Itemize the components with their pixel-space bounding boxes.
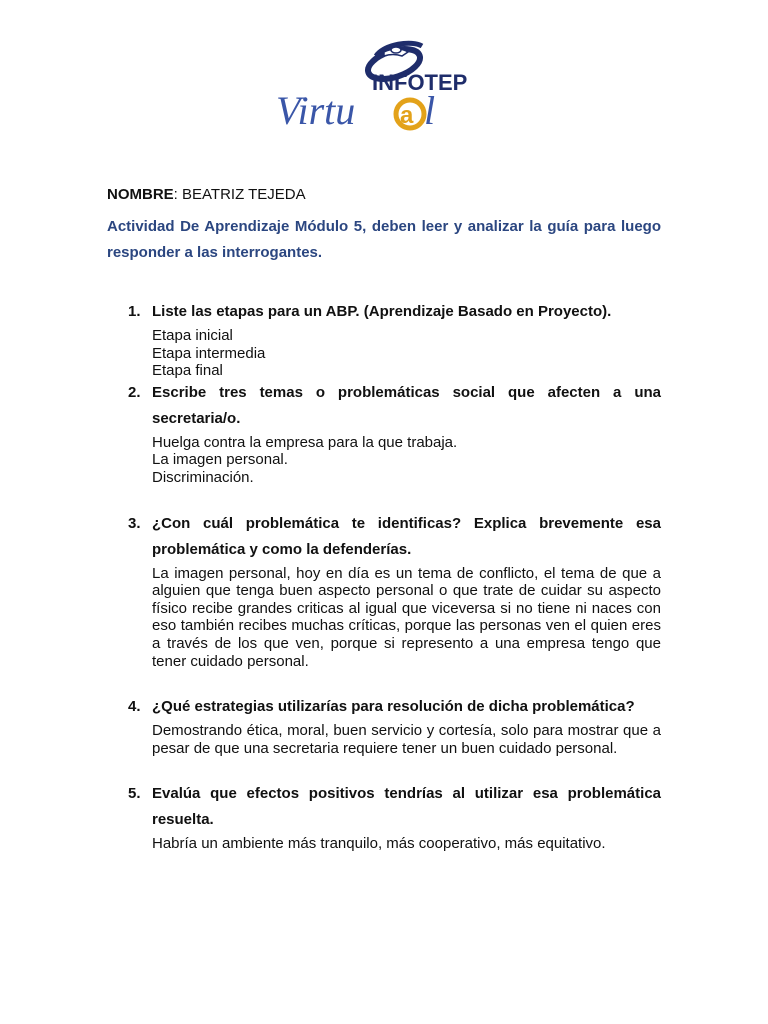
answer-line: Discriminación. [152,468,254,486]
answer-line: Etapa inicial [152,327,233,344]
logo-script-text: Virtu [276,88,356,133]
svg-text:a: a [400,102,414,129]
name-separator: : [173,186,183,203]
question-3 [107,511,661,671]
questions-list [107,299,661,853]
activity-intro: Actividad De Aprendizaje Módulo 5, deben leer y analizar la guía para luego responder a las interrogantes. [107,218,661,261]
student-name-line [107,185,661,205]
answer-line: La imagen personal. [152,451,288,469]
answer-paragraph: Demostrando ética, moral, buen servicio y cortesía, solo para mostrar que a pesar de que una secretaria requiere tener un buen cuidado personal. [152,722,661,757]
logo-brand-text: INFOTEP [372,70,468,95]
question-5 [107,781,661,853]
question-text: ¿Qué estrategias utilizarías para resolución de dicha problemática? [152,698,635,716]
answer-paragraph: La imagen personal, hoy en día es un tema de conflicto, el tema de que a alguien que tenga buen aspecto personal o que trate de cuidar su aspecto físico recibe grandes criticas al igual que viceversa si no tiene ni naces con eso también recibes muchas críticas, porque las personas ven el quien eres a través de los que ven, porque si represento a una empresa tengo que tener cuidado personal. [152,564,661,670]
svg-text:l: l [424,88,436,133]
question-number: 5. [128,785,141,803]
question-number: 4. [128,698,141,716]
infotep-virtual-logo [272,38,468,134]
student-name: BEATRIZ TEJEDA [182,186,306,203]
document-body [107,185,661,853]
answer-block [152,434,661,487]
name-label: NOMBRE [107,186,174,203]
question-number: 1. [128,303,141,320]
question-text: Evalúa que efectos positivos tendrías al utilizar esa problemática resuelta. [152,785,661,829]
question-number: 3. [128,514,141,532]
logo-graphic [272,38,468,134]
answer-paragraph: Habría un ambiente más tranquilo, más cooperativo, más equitativo. [152,835,606,853]
answer-line: Etapa final [152,362,223,380]
question-1 [107,299,661,380]
question-2 [107,380,661,487]
question-4 [107,694,661,757]
question-text: Escribe tres temas o problemáticas social que afecten a una secretaria/o. [152,383,661,427]
question-number: 2. [128,383,141,401]
question-text: ¿Con cuál problemática te identificas? Explica brevemente esa problemática y como la defenderías. [152,514,661,558]
answer-block [152,327,661,380]
answer-line: Etapa intermedia [152,344,266,362]
question-text: Liste las etapas para un ABP. (Aprendizaje Basado en Proyecto). [152,303,612,320]
answer-line: Huelga contra la empresa para la que trabaja. [152,433,458,451]
